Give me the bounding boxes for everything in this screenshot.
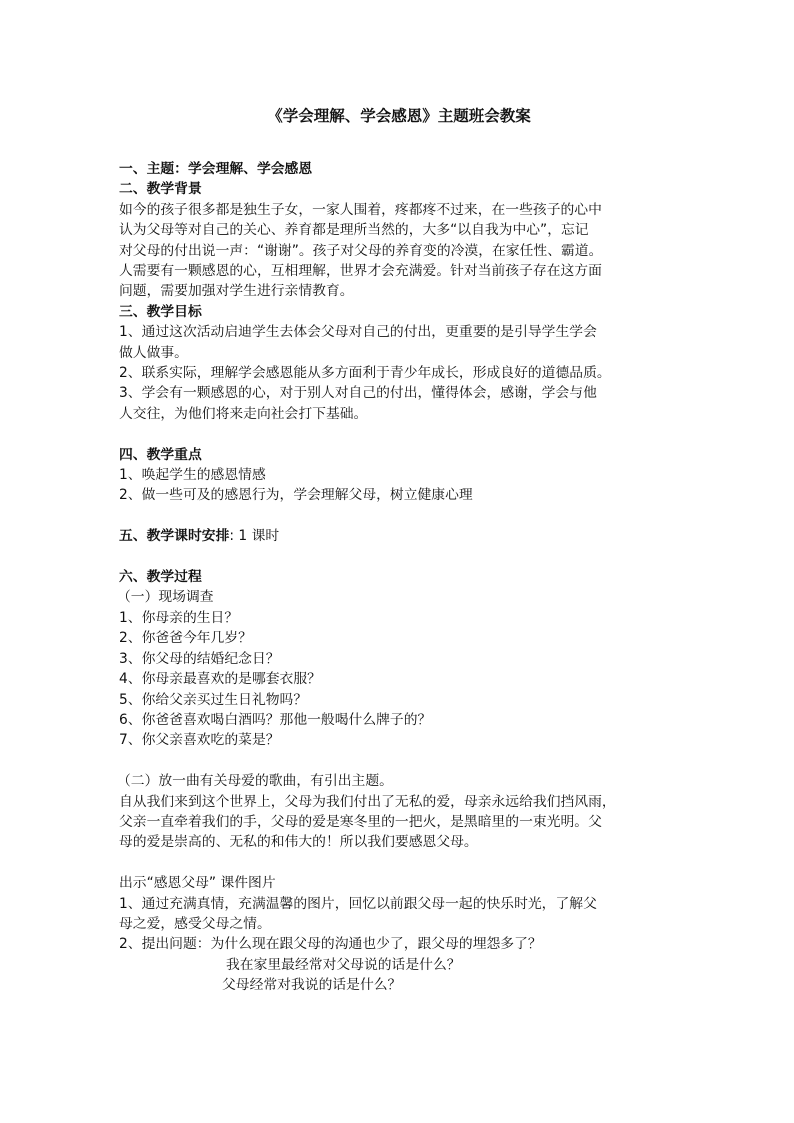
goal-line: 做人做事。 bbox=[119, 344, 188, 361]
slides-line: 母之爱，感受父母之情。 bbox=[119, 915, 271, 932]
background-line: 问题，需要加强对学生进行亲情教育。 bbox=[119, 283, 354, 300]
survey-question: 4、你母亲最喜欢的是哪套衣服？ bbox=[119, 671, 321, 688]
song-text-line: 母的爱是崇高的、无私的和伟大的！所以我们要感恩父母。 bbox=[119, 834, 478, 851]
section-focus-heading: 四、教学重点 bbox=[119, 446, 202, 463]
slides-indented-question: 父母经常对我说的话是什么？ bbox=[222, 977, 402, 994]
background-line: 对父母的付出说一声：“谢谢”。孩子对父母的养育变的冷漠，在家任性、霸道。 bbox=[119, 242, 603, 259]
section-process-heading: 六、教学过程 bbox=[119, 569, 202, 586]
section-schedule-value: : 1 课时 bbox=[229, 528, 280, 545]
survey-question: 1、你母亲的生日？ bbox=[119, 609, 239, 626]
survey-question: 7、你父亲喜欢吃的菜是？ bbox=[119, 732, 280, 749]
slides-heading: 出示“感恩父母” 课件图片 bbox=[119, 875, 276, 892]
goal-line: 人交往，为他们将来走向社会打下基础。 bbox=[119, 405, 368, 422]
background-line: 如今的孩子很多都是独生子女，一家人围着，疼都疼不过来，在一些孩子的心中 bbox=[119, 201, 602, 218]
paragraph-spacer bbox=[119, 506, 679, 526]
survey-question: 3、你父母的结婚纪念日？ bbox=[119, 650, 280, 667]
document-title: 《学会理解、学会感恩》主题班会教案 bbox=[267, 107, 531, 125]
song-heading: （二）放一曲有关母爱的歌曲，有引出主题。 bbox=[117, 773, 393, 790]
survey-question: 5、你给父亲买过生日礼物吗？ bbox=[119, 691, 308, 708]
section-goals-heading: 三、教学目标 bbox=[119, 303, 202, 320]
goal-line: 3、学会有一颗感恩的心，对于别人对自己的付出，懂得体会，感谢，学会与他 bbox=[119, 385, 597, 402]
survey-question: 6、你爸爸喜欢喝白酒吗？那他一般喝什么牌子的？ bbox=[119, 711, 432, 728]
paragraph-spacer bbox=[119, 424, 679, 444]
song-text-line: 父亲一直牵着我们的手，父母的爱是寒冬里的一把火，是黑暗里的一束光明。父 bbox=[119, 813, 602, 830]
goal-line: 1、通过这次活动启迪学生去体会父母对自己的付出，更重要的是引导学生学会 bbox=[119, 324, 597, 341]
background-line: 人需要有一颗感恩的心，互相理解，世界才会充满爱。针对当前孩子存在这方面 bbox=[119, 263, 602, 280]
slides-line: 1、通过充满真情，充满温馨的图片，回忆以前跟父母一起的快乐时光，了解父 bbox=[119, 895, 597, 912]
section-schedule bbox=[119, 526, 679, 546]
section-schedule-heading: 五、教学课时安排 bbox=[119, 528, 230, 545]
paragraph-spacer bbox=[119, 751, 679, 771]
focus-line: 1、唤起学生的感恩情感 bbox=[119, 467, 266, 484]
background-line: 认为父母等对自己的关心、养育都是理所当然的，大多“以自我为中心”，忘记 bbox=[119, 222, 589, 239]
survey-heading: （一）现场调查 bbox=[117, 589, 214, 606]
slides-indented-question: 我在家里最经常对父母说的话是什么？ bbox=[226, 956, 461, 973]
document-content bbox=[119, 104, 679, 996]
paragraph-spacer bbox=[119, 547, 679, 567]
paragraph-spacer bbox=[119, 853, 679, 873]
goal-line: 2、联系实际，理解学会感恩能从多方面利于青少年成长，形成良好的道德品质。 bbox=[119, 365, 611, 382]
slides-line: 2、提出问题：为什么现在跟父母的沟通也少了，跟父母的埋怨多了？ bbox=[119, 936, 542, 953]
survey-question: 2、你爸爸今年几岁？ bbox=[119, 630, 252, 647]
focus-line: 2、做一些可及的感恩行为，学会理解父母，树立健康心理 bbox=[119, 487, 473, 504]
song-text-line: 自从我们来到这个世界上，父母为我们付出了无私的爱，母亲永远给我们挡风雨， bbox=[119, 793, 616, 810]
section-theme-heading: 一、主题：学会理解、学会感恩 bbox=[119, 161, 313, 177]
section-background-heading: 二、教学背景 bbox=[119, 181, 202, 198]
